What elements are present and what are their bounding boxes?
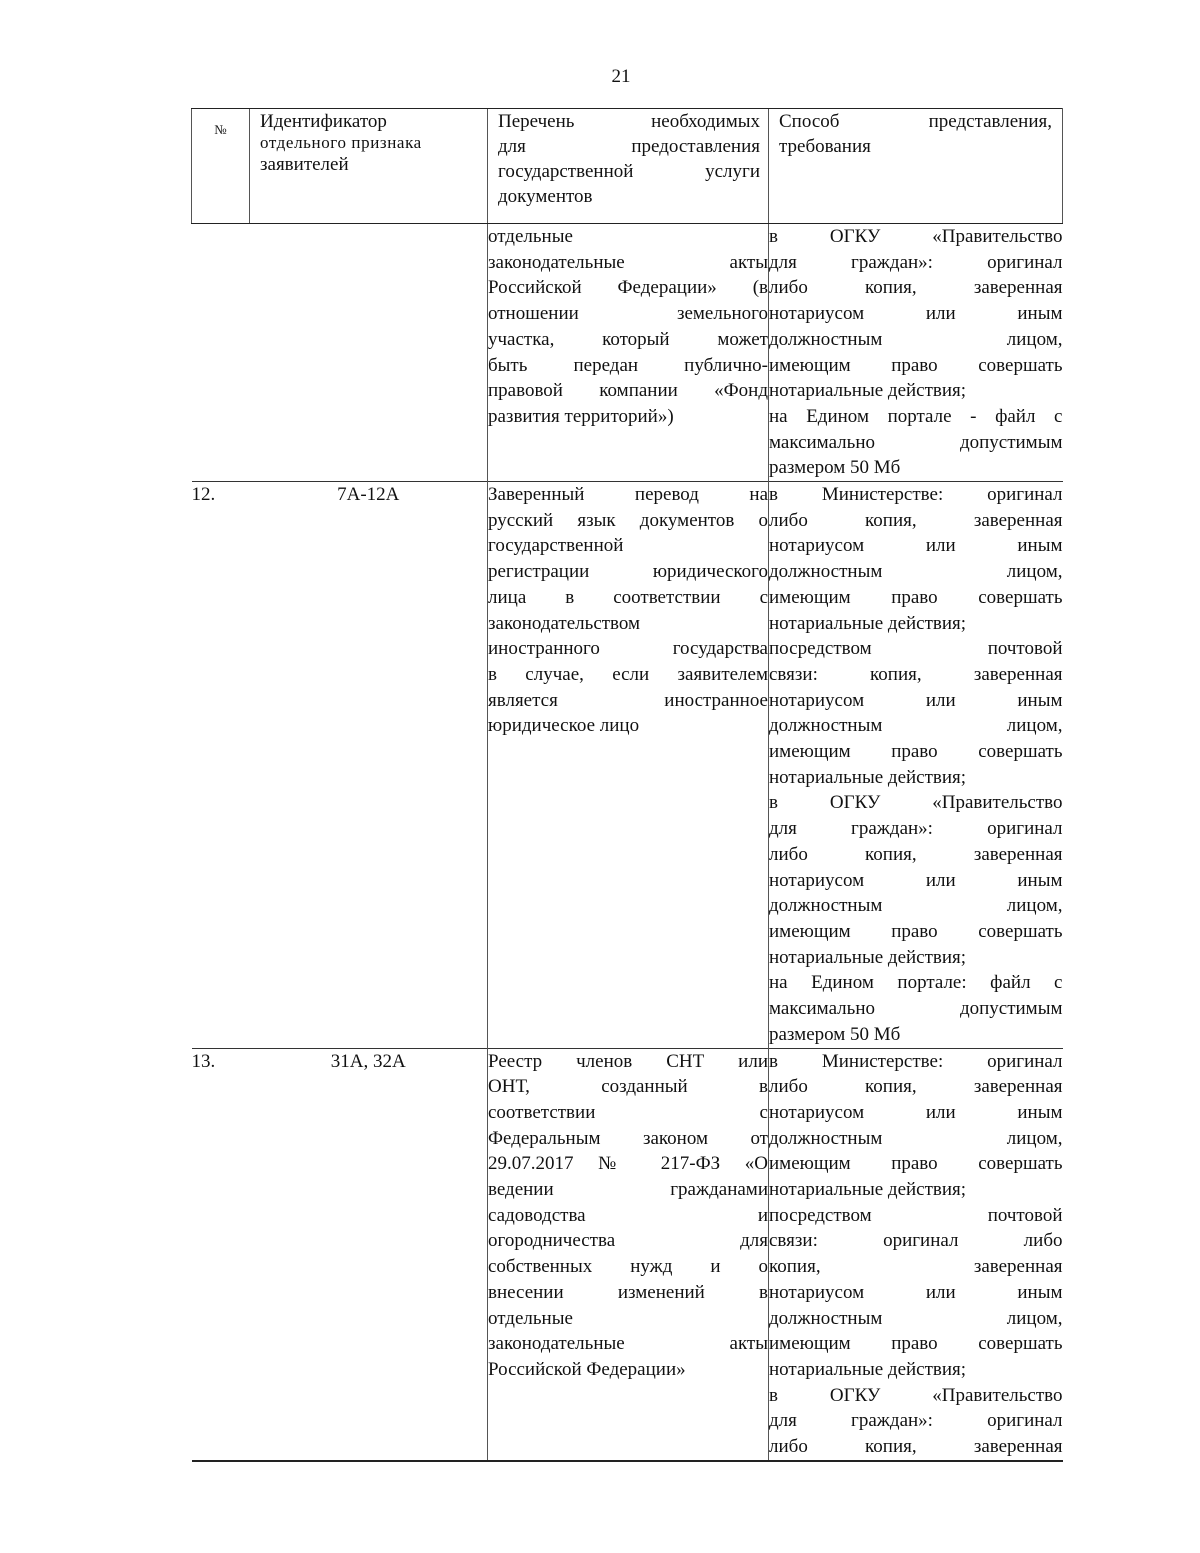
header-requirements — [769, 109, 1063, 224]
text-line: должностным лицом, — [769, 328, 1063, 350]
text-line: нотариальные действия; — [769, 1358, 967, 1380]
row-identifier: 7А-12А — [250, 482, 488, 1048]
text-line: русский язык документов о — [488, 509, 768, 531]
page-number: 21 — [611, 66, 631, 87]
header-line: Способ представления, — [779, 111, 1052, 132]
text-line: связи: оригинал либо — [769, 1230, 1063, 1252]
text-line: либо копия, заверенная — [769, 509, 1063, 531]
row-requirements — [769, 482, 1063, 1048]
text-line: должностным лицом, — [769, 1127, 1063, 1149]
header-documents — [488, 109, 769, 224]
text-line: законодательством — [488, 612, 641, 634]
header-line: для предоставления — [498, 136, 760, 157]
text-line: либо копия, заверенная — [769, 1436, 1063, 1458]
text-line: Заверенный перевод на — [488, 484, 768, 506]
text-line: копия, заверенная — [769, 1256, 1063, 1278]
text-line: отдельные — [488, 226, 573, 247]
table-body — [192, 224, 1063, 1461]
text-line: имеющим право совершать — [769, 354, 1063, 376]
row-number: 12. — [192, 482, 250, 1048]
row-identifier: 31А, 32А — [250, 1048, 488, 1461]
header-line: заявителей — [260, 154, 349, 175]
row-documents — [488, 1048, 769, 1461]
row-documents — [488, 224, 769, 482]
text-line: ведении гражданами — [488, 1179, 768, 1201]
row-identifier — [250, 224, 488, 482]
text-line: Реестр членов СНТ или — [488, 1050, 768, 1072]
row-requirements — [769, 224, 1063, 482]
text-line: имеющим право совершать — [769, 586, 1063, 608]
text-line: участка, который может — [488, 328, 768, 350]
text-line: имеющим право совершать — [769, 920, 1063, 942]
text-line: Российской Федерации» (в — [488, 277, 768, 299]
text-line: ОНТ, созданный в — [488, 1076, 768, 1098]
text-line: либо копия, заверенная — [769, 843, 1063, 865]
text-line: иностранного государства — [488, 638, 768, 660]
text-line: в Министерстве: оригинал — [769, 1050, 1063, 1072]
text-line: является иностранное — [488, 689, 768, 711]
text-line: нотариальные действия; — [769, 946, 967, 968]
text-line: лица в соответствии с — [488, 586, 768, 608]
text-line: нотариусом или иным — [769, 303, 1063, 325]
row-documents — [488, 482, 769, 1048]
text-line: развития территорий») — [488, 405, 674, 427]
table-row — [192, 224, 1063, 482]
text-line: нотариальные действия; — [769, 612, 967, 634]
text-line: для граждан»: оригинал — [769, 818, 1063, 840]
text-line: нотариальные действия; — [769, 766, 967, 788]
text-line: посредством почтовой — [769, 638, 1063, 660]
header-line: документов — [498, 186, 593, 207]
requirements-table — [191, 108, 1063, 1462]
text-line: размером 50 Мб — [769, 457, 901, 479]
text-line: отношении земельного — [488, 303, 768, 325]
text-line: внесении изменений в — [488, 1281, 768, 1303]
header-line: Перечень необходимых — [498, 111, 760, 132]
text-line: законодательные акты — [488, 251, 768, 273]
header-identifier — [250, 109, 488, 224]
text-line: огородничества для — [488, 1230, 768, 1252]
text-line: связи: копия, заверенная — [769, 663, 1063, 685]
row-requirements — [769, 1048, 1063, 1461]
text-line: должностным лицом, — [769, 561, 1063, 583]
text-line: должностным лицом, — [769, 1307, 1063, 1329]
text-line: правовой компании «Фонд — [488, 380, 768, 402]
text-line: 29.07.2017 № 217-ФЗ «О — [488, 1153, 768, 1175]
text-line: нотариальные действия; — [769, 1179, 967, 1201]
header-line: Идентификатор — [260, 111, 387, 132]
text-line: регистрации юридического — [488, 561, 768, 583]
text-line: для граждан»: оригинал — [769, 251, 1063, 273]
text-line: нотариусом или иным — [769, 689, 1063, 711]
text-line: для граждан»: оригинал — [769, 1410, 1063, 1432]
text-line: нотариусом или иным — [769, 535, 1063, 557]
text-line: в ОГКУ «Правительство — [769, 792, 1063, 814]
text-line: нотариусом или иным — [769, 1101, 1063, 1123]
text-line: имеющим право совершать — [769, 1333, 1063, 1355]
table-row — [192, 482, 1063, 1048]
text-line: в ОГКУ «Правительство — [769, 226, 1063, 247]
text-line: быть передан публично- — [488, 354, 768, 376]
text-line: нотариусом или иным — [769, 1281, 1063, 1303]
text-line: нотариусом или иным — [769, 869, 1063, 891]
text-line: на Едином портале: файл с — [769, 972, 1063, 994]
row-number: 13. — [192, 1048, 250, 1461]
text-line: максимально допустимым — [769, 998, 1063, 1020]
text-line: имеющим право совершать — [769, 741, 1063, 763]
text-line: Федеральным законом от — [488, 1127, 768, 1149]
text-line: должностным лицом, — [769, 715, 1063, 737]
text-line: садоводства и — [488, 1204, 768, 1226]
table-header-row — [192, 109, 1063, 224]
text-line: государственной — [488, 535, 624, 557]
text-line: максимально допустимым — [769, 431, 1063, 453]
text-line: юридическое лицо — [488, 715, 640, 737]
row-number — [192, 224, 250, 482]
text-line: в Министерстве: оригинал — [769, 484, 1063, 506]
text-line: либо копия, заверенная — [769, 277, 1063, 299]
text-line: на Едином портале - файл с — [769, 405, 1063, 427]
text-line: имеющим право совершать — [769, 1153, 1063, 1175]
text-line: законодательные акты — [488, 1333, 768, 1355]
header-line: отдельного признака — [260, 133, 422, 152]
text-line: Российской Федерации» — [488, 1358, 686, 1380]
header-line: государственной услуги — [498, 161, 760, 182]
text-line: в случае, если заявителем — [488, 663, 768, 685]
header-number: № — [192, 109, 250, 224]
text-line: соответствии с — [488, 1101, 768, 1123]
table-row — [192, 1048, 1063, 1461]
text-line: в ОГКУ «Правительство — [769, 1384, 1063, 1406]
text-line: должностным лицом, — [769, 895, 1063, 917]
text-line: либо копия, заверенная — [769, 1076, 1063, 1098]
text-line: посредством почтовой — [769, 1204, 1063, 1226]
text-line: нотариальные действия; — [769, 380, 967, 402]
text-line: отдельные — [488, 1307, 573, 1329]
text-line: размером 50 Мб — [769, 1023, 901, 1045]
header-line: требования — [779, 136, 871, 157]
text-line: собственных нужд и о — [488, 1256, 768, 1278]
